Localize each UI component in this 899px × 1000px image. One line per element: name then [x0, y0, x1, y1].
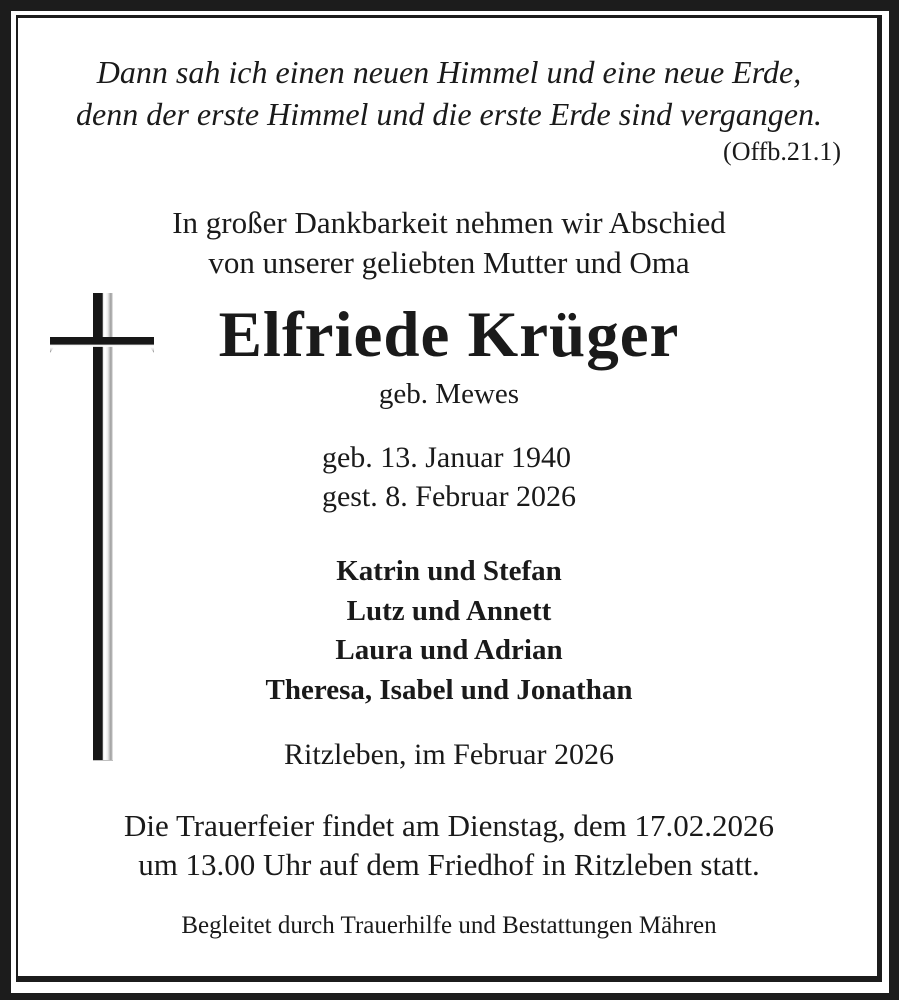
funeral-info [21, 806, 877, 884]
funeral-line: um 13.00 Uhr auf dem Friedhof in Ritzleben statt. [138, 847, 760, 882]
life-dates-block [322, 438, 576, 516]
life-dates [21, 438, 877, 516]
mourner-line: Theresa, Isabel und Jonathan [265, 673, 633, 706]
mourner-line: Laura und Adrian [335, 634, 563, 666]
intro-text [21, 203, 877, 283]
mourner-line: Lutz und Annett [346, 594, 552, 627]
maiden-name: geb. Mewes [378, 378, 520, 410]
death-date: gest. 8. Februar 2026 [321, 480, 577, 513]
quote-line: Dann sah ich einen neuen Himmel und eine neue Erde, [96, 54, 802, 90]
obituary-content [21, 21, 877, 976]
place-and-date: Ritzleben, im Februar 2026 [284, 738, 614, 771]
funeral-home-credit: Begleitet durch Trauerhilfe und Bestattungen Mähren [181, 912, 717, 939]
scripture-reference: (Offb.21.1) [723, 137, 841, 166]
intro-line: In großer Dankbarkeit nehmen wir Abschied [172, 205, 726, 240]
birth-date: geb. 13. Januar 1940 [321, 441, 572, 474]
funeral-line: Die Trauerfeier findet am Dienstag, dem 17.02.2026 [124, 808, 774, 843]
intro-line: von unserer geliebten Mutter und Oma [208, 245, 690, 280]
deceased-name: Elfriede Krüger [218, 299, 680, 371]
mourner-line: Katrin und Stefan [336, 555, 562, 587]
mourners-list [21, 552, 877, 710]
quote-line: denn der erste Himmel und die erste Erde sind vergangen. [76, 96, 822, 132]
scripture-quote [21, 51, 877, 135]
